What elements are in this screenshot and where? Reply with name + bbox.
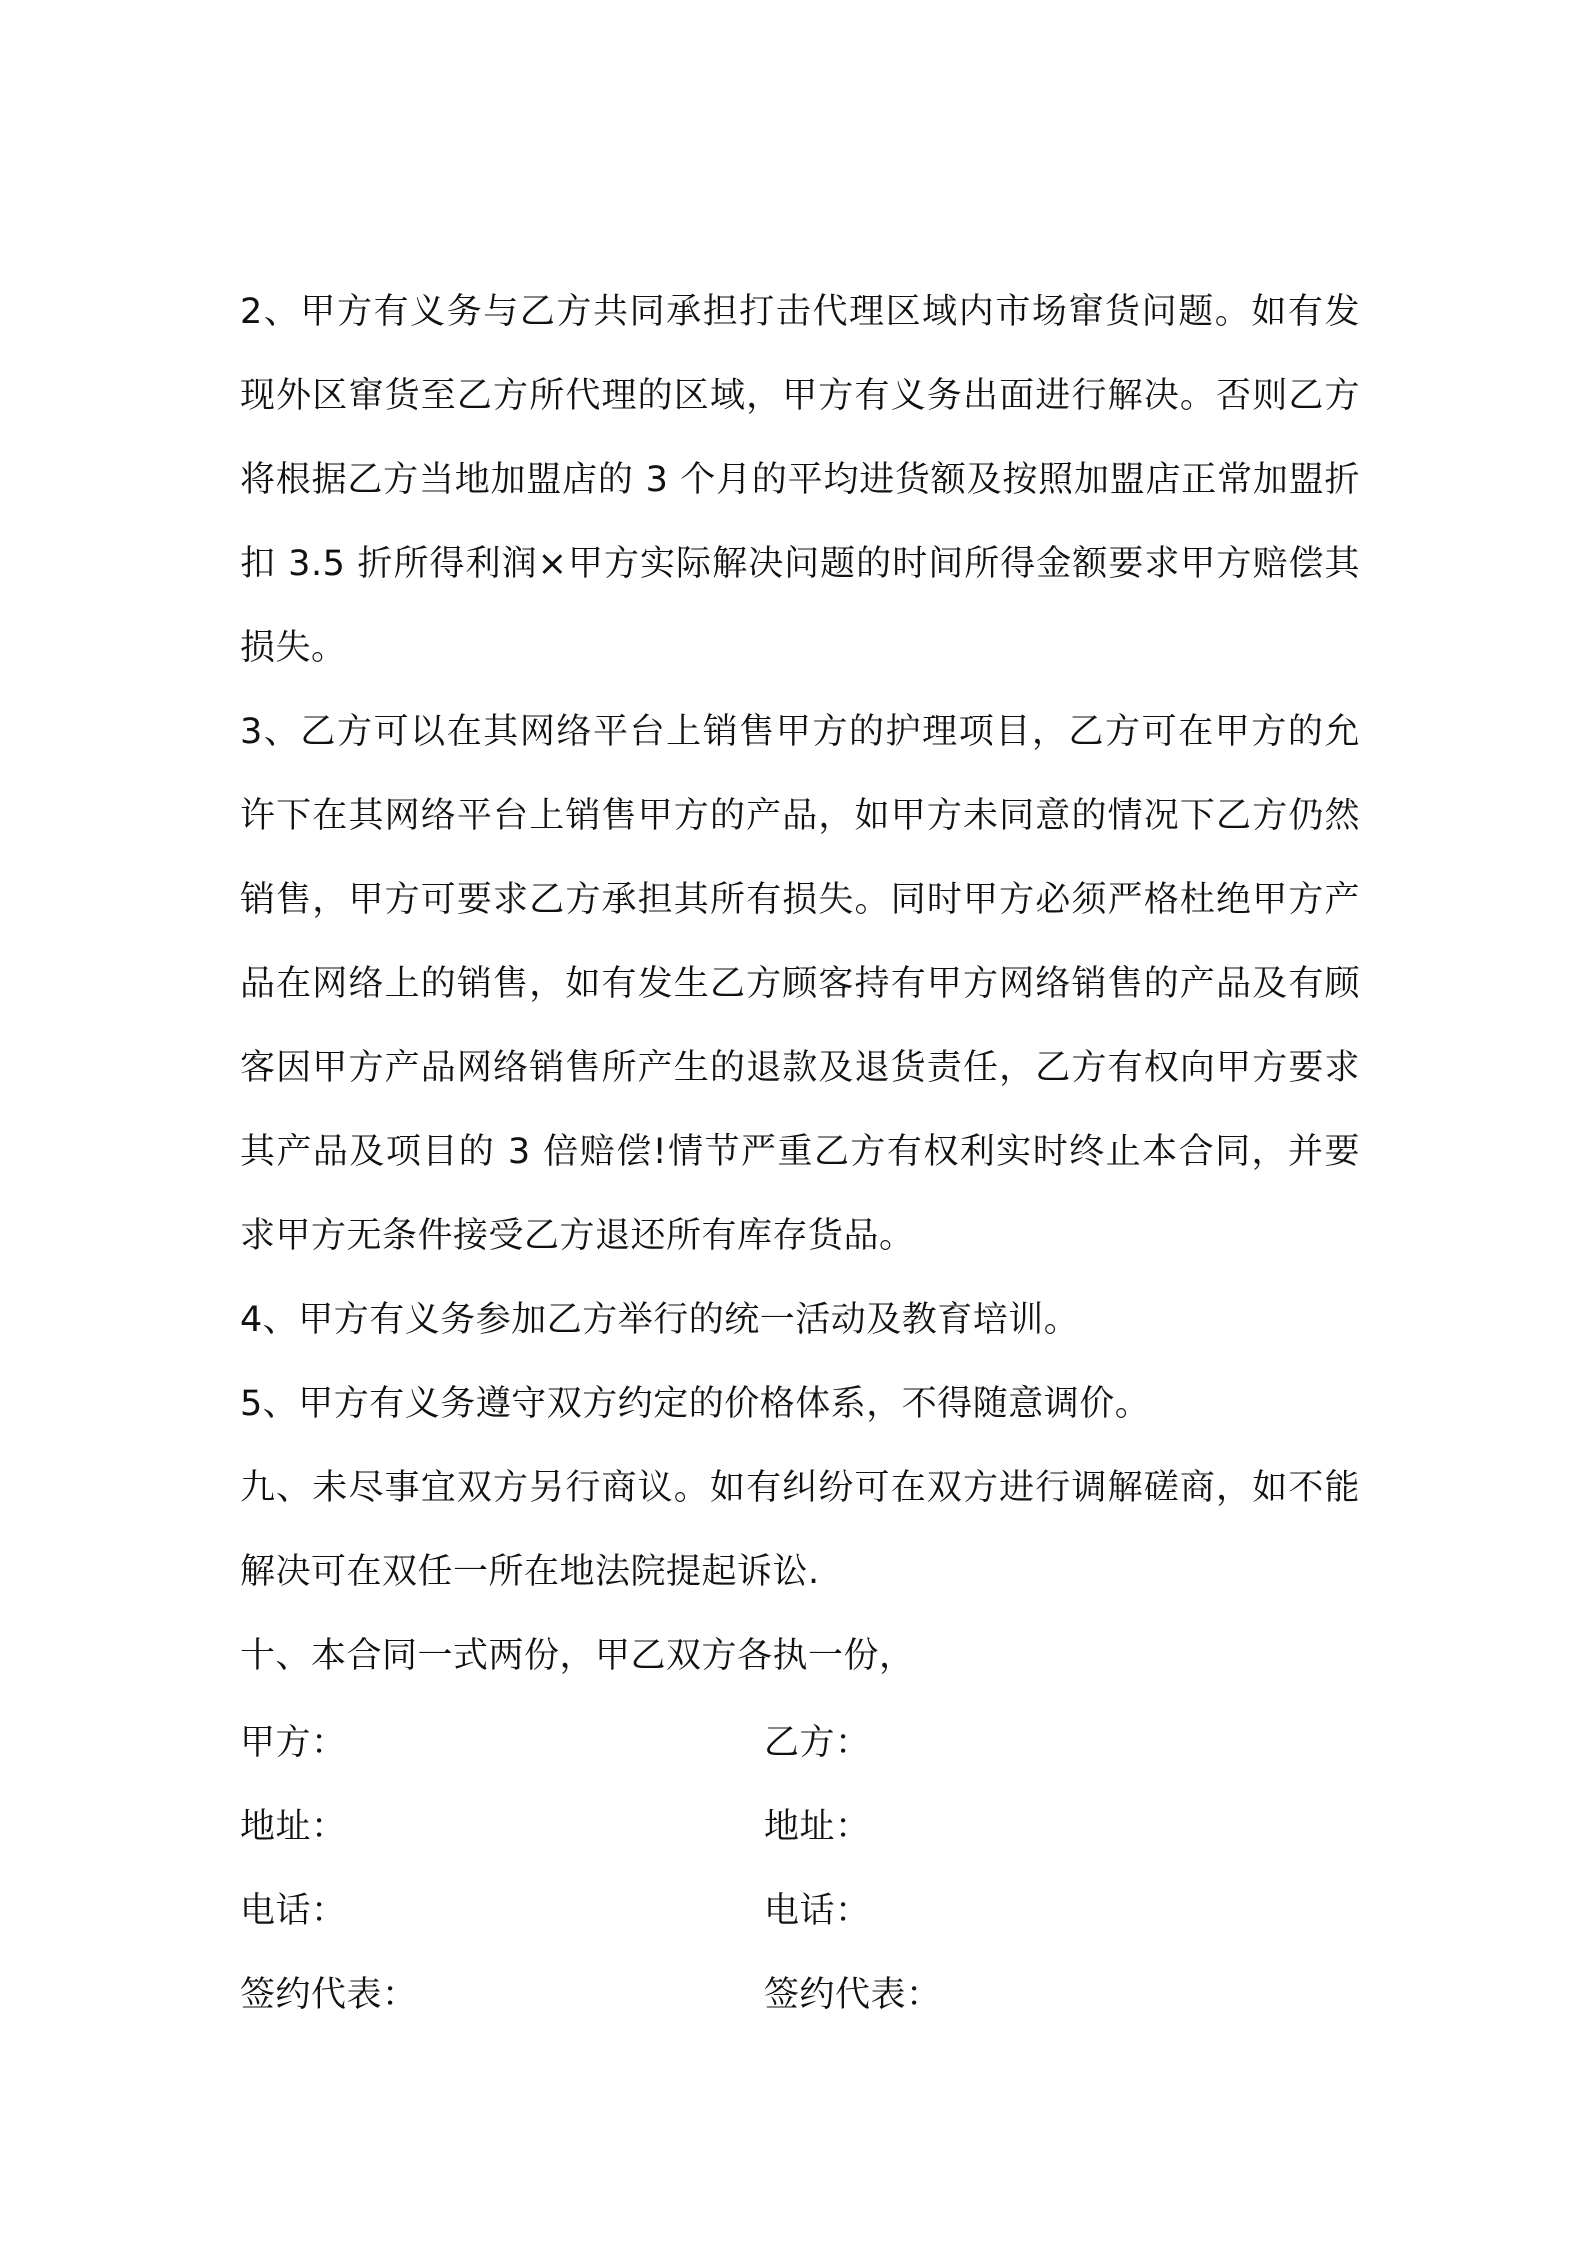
signature-block bbox=[240, 1698, 1360, 2034]
signature-row-phone bbox=[240, 1866, 1360, 1950]
signature-row-address bbox=[240, 1782, 1360, 1866]
clause-10: 十、本合同一式两份，甲乙双方各执一份， bbox=[240, 1636, 915, 1676]
party-a-label: 甲方： bbox=[240, 1723, 347, 1763]
clause-3: 3、乙方可以在其网络平台上销售甲方的护理项目，乙方可在甲方的允许下在其网络平台上销售甲方的产品，如甲方未同意的情况下乙方仍然销售，甲方可要求乙方承担其所有损失。同时甲方必须严格杜绝甲方产品在网络上的销售，如有发生乙方顾客持有甲方网络销售的产品及有顾客因甲方产品网络销售所产生的退款及退货责任，乙方有权向甲方要求其产品及项目的 3 倍赔偿!情节严重乙方有权利实时终止本合同，并要求甲方无条件接受乙方退还所有库存货品。 bbox=[240, 712, 1360, 1256]
party-a-phone-label: 电话： bbox=[240, 1891, 347, 1931]
signature-row-representative bbox=[240, 1950, 1360, 2034]
party-b-representative-label: 签约代表： bbox=[764, 1975, 942, 2015]
contract-body bbox=[240, 270, 1360, 2034]
clause-2: 2、甲方有义务与乙方共同承担打击代理区域内市场窜货问题。如有发现外区窜货至乙方所代理的区域，甲方有义务出面进行解决。否则乙方将根据乙方当地加盟店的 3 个月的平均进货额及按照加盟店正常加盟折扣 3.5 折所得利润×甲方实际解决问题的时间所得金额要求甲方赔偿其损失。 bbox=[240, 292, 1360, 668]
party-b-phone-label: 电话： bbox=[764, 1891, 871, 1931]
party-a-address-label: 地址： bbox=[240, 1807, 347, 1847]
clause-5: 5、甲方有义务遵守双方约定的价格体系，不得随意调价。 bbox=[240, 1384, 1151, 1424]
party-a-representative-label: 签约代表： bbox=[240, 1975, 418, 2015]
clause-4: 4、甲方有义务参加乙方举行的统一活动及教育培训。 bbox=[240, 1300, 1080, 1340]
party-b-label: 乙方： bbox=[764, 1723, 871, 1763]
clause-9: 九、未尽事宜双方另行商议。如有纠纷可在双方进行调解磋商，如不能解决可在双任一所在地法院提起诉讼. bbox=[240, 1468, 1360, 1592]
signature-row-party bbox=[240, 1698, 1360, 1782]
party-b-address-label: 地址： bbox=[764, 1807, 871, 1847]
